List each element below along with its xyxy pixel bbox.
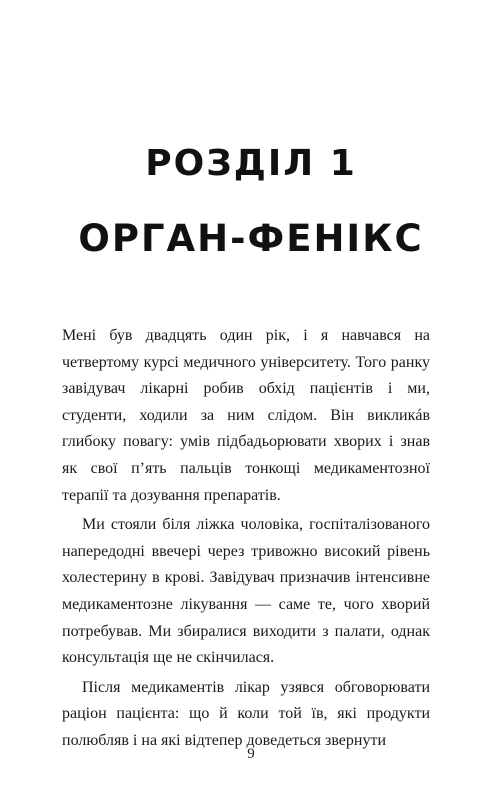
page-number: 9 bbox=[247, 746, 255, 762]
chapter-number: РОЗДІЛ 1 bbox=[145, 143, 357, 184]
body-text bbox=[62, 323, 430, 758]
paragraph-3: Після медикаментів лікар узявся обговорювати раціон пацієнта: що й коли той їв, які продукти полюбляв і на які відтепер доведеться звернути bbox=[62, 678, 430, 749]
paragraph-1: Мені був двадцять один рік, і я навчався на четвертому курсі медичного університету. Того ранку завідувач лікарні робив обхід пацієнтів і ми, студенти, ходили за ним слідом. Він викликáв глибоку повагу: умів підбадьорювати хворих і знав як свої п’ять пальців тонкощі медикаментозної терапії та дозування препаратів. bbox=[62, 327, 430, 504]
paragraph-2: Ми стояли біля ліжка чоловіка, госпіталізованого напередодні ввечері через тривожно високий рівень холестерину в крові. Завідувач призначив інтенсивне медикаментозне лікування — саме те, чого хворий потребував. Ми збиралися виходити з палати, однак консультація ще не скінчилася. bbox=[62, 516, 430, 667]
chapter-title: ОРГАН-ФЕНІКС bbox=[78, 217, 424, 260]
